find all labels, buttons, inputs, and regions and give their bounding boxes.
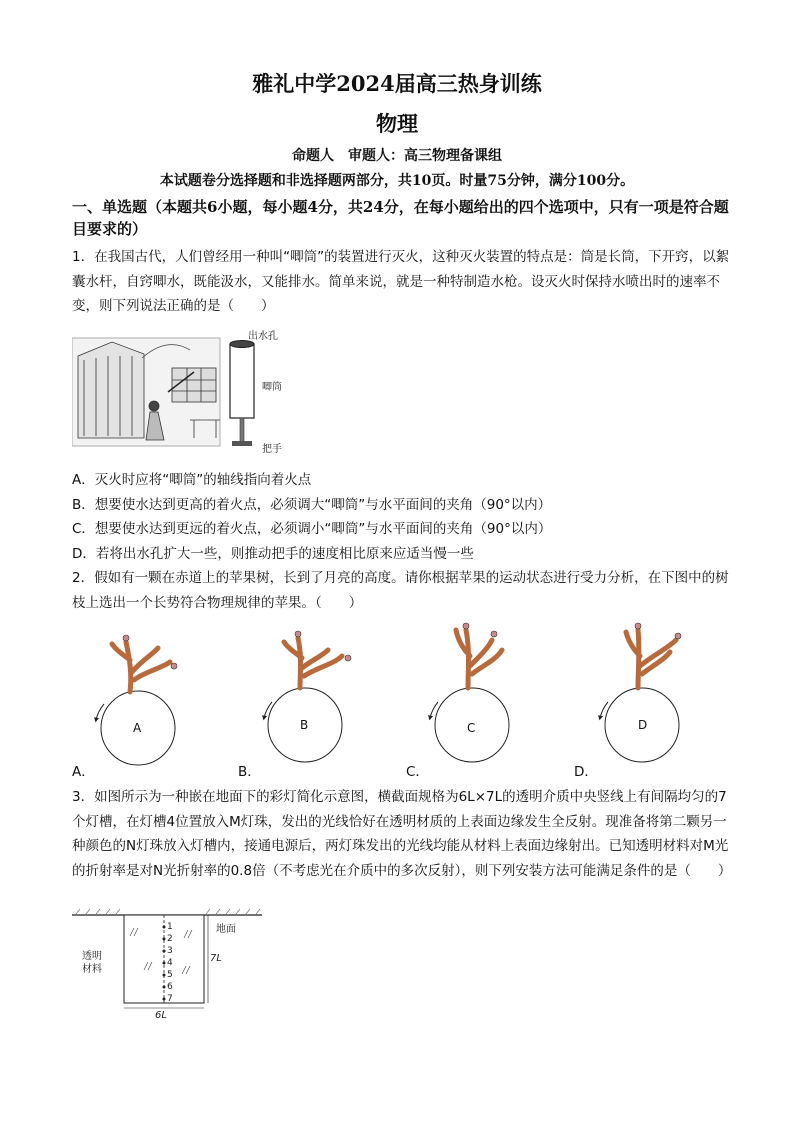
subject-title: 物理 (376, 111, 418, 136)
tree-letter-d: D (638, 718, 648, 732)
q1-option-d[interactable]: D．若将出水孔扩大一些，则推动把手的速度相比原来应适当慢一些 (72, 546, 474, 562)
slot-5: 5 (167, 970, 173, 980)
label-height-7l: 7L (210, 953, 222, 964)
slot-numbers (167, 921, 173, 1005)
q1-option-b[interactable]: B．想要使水达到更高的着火点，必须调大“唧筒”与水平面间的夹角（90°以内） (72, 497, 552, 513)
ancient-fire-illustration (72, 338, 220, 446)
tree-letter-a: A (133, 721, 142, 735)
slot-2: 2 (167, 934, 173, 944)
slot-7: 7 (167, 994, 173, 1004)
q2-option-c[interactable]: C． (406, 764, 429, 780)
water-pump-diagram (230, 341, 254, 447)
q2-option-b[interactable]: B． (238, 764, 261, 780)
label-handle: 把手 (262, 444, 282, 455)
q1-option-a[interactable]: A．灭火时应将“唧筒”的轴线指向着火点 (72, 472, 312, 488)
tree-letter-c: C (467, 721, 476, 735)
tree-option-c (430, 623, 509, 762)
tree-option-a (96, 635, 177, 765)
tree-letter-b: B (300, 718, 309, 732)
q1-stem: 1．在我国古代，人们曾经用一种叫“唧筒”的装置进行灭火，这种灭火装置的特点是：筒是长筒，下开窍，以絮囊水杆，自窍唧水，既能汲水，又能排水。简单来说，就是一种特制造水枪。设灭火时保持水喷出时的速率不变，则下列说法正确的是（ ） (72, 249, 730, 314)
slot-6: 6 (167, 982, 173, 992)
authors-line: 命题人 审题人：高三物理备课组 (292, 148, 502, 164)
q2-option-d[interactable]: D． (574, 764, 598, 780)
slot-3: 3 (167, 946, 173, 956)
q2-stem: 2．假如有一颗在赤道上的苹果树，长到了月亮的高度。请你根据苹果的运动状态进行受力分析，在下图中的树枝上选出一个长势符合物理规律的苹果。（ ） (72, 570, 729, 611)
tree-option-b (264, 631, 351, 762)
label-transparent-material: 透明材料 (82, 951, 102, 975)
slot-4: 4 (167, 958, 173, 968)
label-width-6l: 6L (155, 1010, 167, 1021)
slot-1: 1 (167, 922, 173, 932)
label-tube: 唧筒 (262, 382, 282, 393)
exam-notice: 本试题卷分选择题和非选择题两部分，共10页。时量75分钟，满分100分。 (159, 173, 635, 189)
label-ground: 地面 (216, 924, 236, 935)
q1-figure (72, 328, 292, 450)
exam-title: 雅礼中学2024届高三热身训练 (252, 71, 542, 96)
label-outlet-hole: 出水孔 (248, 331, 278, 342)
q2-tree-figures (72, 620, 732, 780)
q3-stem: 3．如图所示为一种嵌在地面下的彩灯简化示意图，横截面规格为6L×7L的透明介质中央竖线上有间隔均匀的7个灯槽，在灯槽4位置放入M灯珠，发出的光线恰好在透明材质的上表面边缘发生全反射。现准备将第二颗另一种颜色的N灯珠放入灯槽内，接通电源后，两灯珠发出的光线均能从材料上表面边缘射出。已知透明材料对M光的折射率是对N光折射率的0.8倍（不考虑光在介质中的多次反射），则下列安装方法可能满足条件的是（ ） (72, 789, 732, 879)
q2-option-a[interactable]: A． (72, 764, 95, 780)
q1-option-c[interactable]: C．想要使水达到更远的着火点，必须调小“唧筒”与水平面间的夹角（90°以内） (72, 521, 552, 537)
section-heading: 一、单选题（本题共6小题，每小题4分，共24分，在每小题给出的四个选项中，只有一项是符合题目要求的） (72, 198, 729, 238)
tree-option-d (600, 623, 681, 762)
